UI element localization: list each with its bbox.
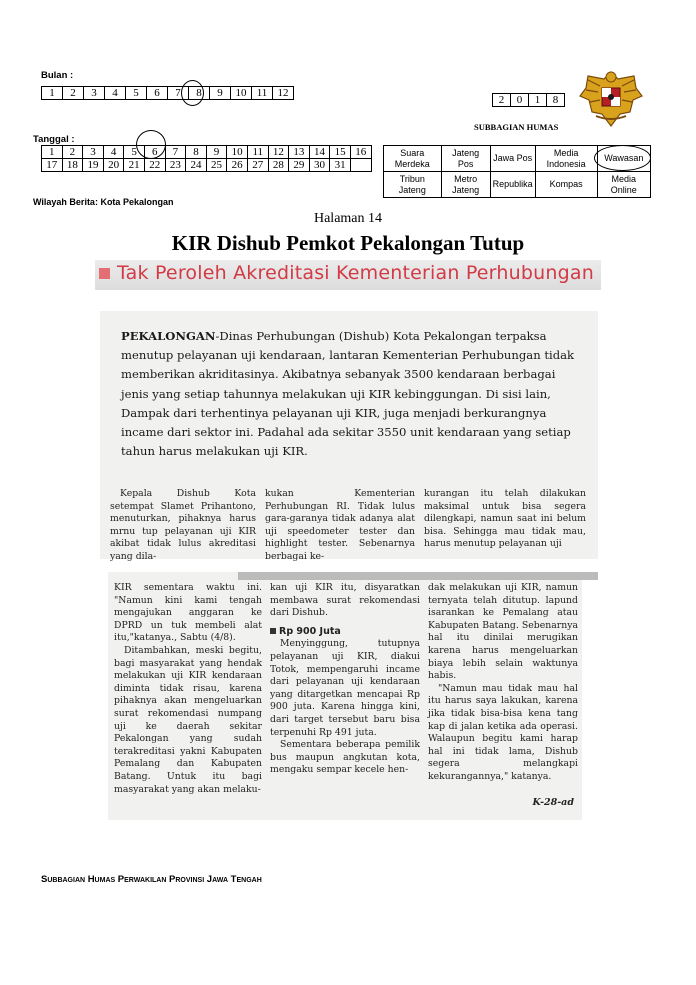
media-cell: Jawa Pos: [490, 146, 535, 172]
tanggal-cell: 16: [350, 146, 371, 159]
bottom-column-2-para-1: kan uji KIR itu, disyaratkan membawa surat rekomendasi dari Dishub.: [270, 582, 420, 619]
bulan-cell: 4: [105, 87, 126, 100]
bottom-column-3-para-1: dak melakukan uji KIR, namun ternyata telah ditutup. lapund isarankan ke Pemalang atau Kabupaten Batang. Sebenarnya hal itu dinilai merugikan karena harus mengeluarkan biaya lebih selain waktunya habis.: [428, 582, 578, 682]
bulan-cell: 7: [168, 87, 189, 100]
tanggal-cell: 31: [330, 159, 351, 172]
tanggal-cell: 26: [227, 159, 248, 172]
clipping-bottom: [108, 572, 582, 820]
tanggal-cell: 20: [103, 159, 124, 172]
tanggal-cell: 7: [165, 146, 186, 159]
tanggal-cell: 3: [83, 146, 104, 159]
tanggal-cell: 17: [42, 159, 63, 172]
kicker-text: Tak Peroleh Akreditasi Kementerian Perhubungan: [117, 262, 594, 284]
page-number: Halaman 14: [313, 211, 383, 226]
tahun-cell: 2: [493, 94, 511, 107]
tanggal-label: Tanggal :: [33, 134, 75, 145]
bottom-column-1: [114, 582, 262, 796]
byline: K-28-ad: [532, 797, 574, 808]
bulan-cell: 6: [147, 87, 168, 100]
media-cell: Media Indonesia: [535, 146, 597, 172]
tahun-cell: 8: [547, 94, 565, 107]
headline: KIR Dishub Pemkot Pekalongan Tutup: [171, 231, 525, 255]
media-cell: Wawasan: [597, 146, 650, 172]
bottom-column-1-para-2: Ditambahkan, meski begitu, bagi masyarakat yang hendak melakukan uji KIR kendaraan diminta tidak risau, karena pihaknya akan mengeluarkan surat rekomendasi numpang uji ke daerah sekitar Pekalongan yang sudah terakreditasi yakni Kabupaten Pemalang dan Kabupaten Batang. Untuk itu bagi masyarakat yang akan melaku-: [114, 644, 262, 795]
media-cell: Suara Merdeka: [384, 146, 442, 172]
media-cell: Republika: [490, 172, 535, 198]
bulan-cell: 10: [231, 87, 252, 100]
bulan-cell: 2: [63, 87, 84, 100]
tanggal-cell: 24: [186, 159, 207, 172]
tanggal-cell: 6: [144, 146, 165, 159]
media-cell: Kompas: [535, 172, 597, 198]
bulan-cell: 11: [252, 87, 273, 100]
media-cell: Tribun Jateng: [384, 172, 442, 198]
tanggal-cell: 22: [144, 159, 165, 172]
media-cell: Media Online: [597, 172, 650, 198]
bottom-column-1-para-1: KIR sementara waktu ini. "Namun kini kami tengah mengajukan anggaran ke DPRD un tuk membeli alat itu,"katanya., Sabtu (4/8).: [114, 582, 262, 644]
clipping-top: [100, 311, 598, 562]
bottom-column-3: [428, 582, 578, 784]
tahun-cell: 1: [529, 94, 547, 107]
tanggal-cell: 29: [289, 159, 310, 172]
top-column-3-text: kurangan itu telah dilakukan maksimal untuk bisa segera dilengkapi, namun saat ini belum bisa. Sehingga mau tidak mau, harus menutup pelayanan uji: [424, 488, 586, 550]
tanggal-cell: 8: [186, 146, 207, 159]
lead-paragraph: [121, 327, 581, 461]
bottom-column-3-para-2: "Namun mau tidak mau hal itu harus saya lakukan, karena jika tidak bisa-bisa kena tang kap di jalan ketika ada operasi. Walaupun begitu kami harap hal ini tidak lama, Dishub segera melangkapi kekurangannya," katanya.: [428, 682, 578, 782]
tanggal-cell: 1: [42, 146, 63, 159]
tanggal-cell: 12: [268, 146, 289, 159]
tanggal-cell: 10: [227, 146, 248, 159]
kicker-bullet: [99, 268, 110, 279]
tanggal-cell: 19: [83, 159, 104, 172]
tanggal-cell: 28: [268, 159, 289, 172]
media-cell: Metro Jateng: [441, 172, 490, 198]
kicker-banner: [95, 260, 601, 290]
bottom-column-2-para-3: Sementara beberapa pemilik bus maupun angkutan kota, mengaku sempar kecele hen-: [270, 739, 420, 776]
top-column-1-text: Kepala Dishub Kota setempat Slamet Prihantono, menuturkan, pihaknya harus mrnu tup pelayanan uji KIR akibat tidak lulus akreditasi yang dila-: [110, 488, 256, 562]
bulan-cell: 8: [189, 87, 210, 100]
tanggal-cell: 5: [124, 146, 145, 159]
bulan-cell: 3: [84, 87, 105, 100]
tanggal-cell: 13: [289, 146, 310, 159]
garuda-emblem: [578, 66, 644, 132]
bulan-label: Bulan :: [41, 70, 74, 81]
top-column-1: [110, 488, 256, 564]
media-cell: Jateng Pos: [441, 146, 490, 172]
top-column-2: [265, 488, 415, 564]
bulan-cell: 12: [273, 87, 294, 100]
tanggal-cell: 2: [62, 146, 83, 159]
tanggal-cell: 15: [330, 146, 351, 159]
tanggal-cell: 21: [124, 159, 145, 172]
tanggal-cell: 30: [309, 159, 330, 172]
cut-letter-fragment: [238, 572, 598, 580]
tanggal-cell: 25: [206, 159, 227, 172]
bottom-column-2: [270, 582, 420, 777]
bulan-selected-circle: [181, 80, 204, 106]
tanggal-cell: 27: [247, 159, 268, 172]
tanggal-cell: 23: [165, 159, 186, 172]
tahun-cell: 0: [511, 94, 529, 107]
tanggal-cell: 4: [103, 146, 124, 159]
top-column-2-text: kukan Kementerian Perhubungan RI. Tidak lulus gara-garanya tidak adanya alat uji speedometer tester dan highlight tester. Sebenarnya berbagai ke-: [265, 488, 415, 562]
bottom-column-2-para-2: Menyinggung, tutupnya pelayanan uji KIR, diakui Totok, mempengaruhi incame dari pelayanan uji kendaraan yang ditargetkan mencapai Rp 900 juta. Karena hingga kini, dari target tersebut baru bisa terpenuhi Rp 491 juta.: [270, 638, 420, 738]
unit-label: SUBBAGIAN HUMAS: [474, 122, 559, 132]
tanggal-selected-circle: [136, 130, 166, 159]
bulan-cell: 1: [42, 87, 63, 100]
wilayah-berita: Wilayah Berita: Kota Pekalongan: [33, 197, 174, 207]
tanggal-cell: 14: [309, 146, 330, 159]
tahun-grid: [492, 93, 565, 107]
subhead: Rp 900 Juta: [279, 625, 341, 637]
tanggal-cell: 11: [247, 146, 268, 159]
media-selected-circle: [594, 145, 651, 171]
tanggal-grid: [41, 145, 372, 172]
bulan-cell: 9: [210, 87, 231, 100]
subhead-bullet: [270, 628, 276, 634]
bulan-grid: [41, 86, 294, 100]
lead-text: -Dinas Perhubungan (Dishub) Kota Pekalongan terpaksa menutup pelayanan uji kendaraan, lantaran Kementerian Perhubungan tidak memberikan akriditasinya. Akibatnya sebanyak 3500 kendaraan berbagai jenis yang setiap tahunnya melakukan uji KIR kebinggungan. Di sisi lain, Dampak dari terhentinya pelayanan uji KIR, juga menjadi berkurangnya incame dari sektor ini. Padahal ada sekitar 3550 unit kendaraan yang setiap tahun harus melakukan uji KIR.: [121, 329, 575, 459]
tanggal-cell: 18: [62, 159, 83, 172]
lead-dateline: PEKALONGAN: [121, 329, 216, 343]
bulan-cell: 5: [126, 87, 147, 100]
footer: Subbagian Humas Perwakilan Provinsi Jawa Tengah: [41, 874, 262, 885]
tanggal-cell: 9: [206, 146, 227, 159]
top-column-3: [424, 488, 586, 551]
tanggal-cell: [350, 159, 371, 172]
